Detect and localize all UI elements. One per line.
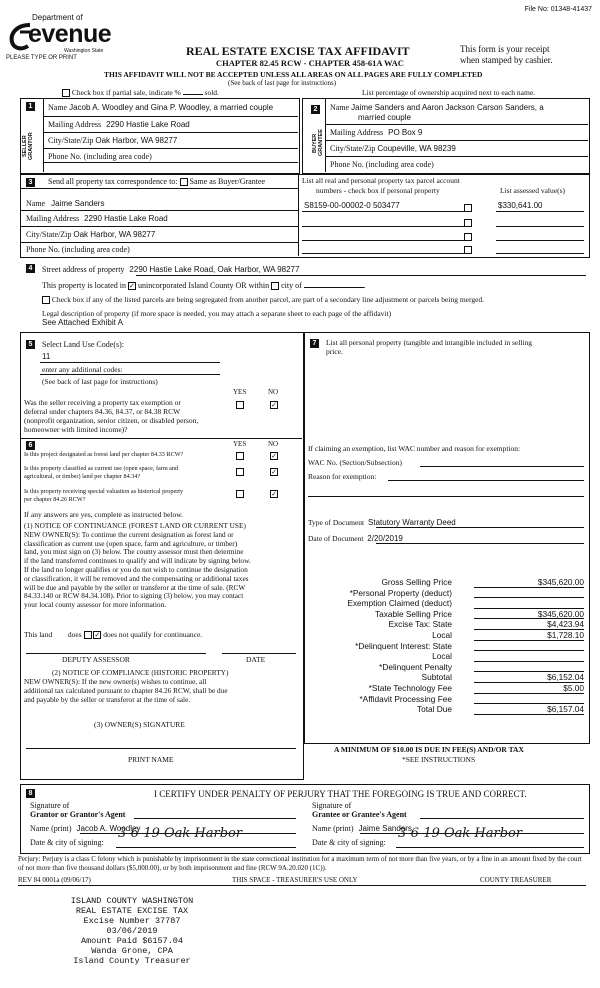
deputy-assessor-label: DEPUTY ASSESSOR [62, 655, 130, 664]
fee-value-field[interactable] [474, 641, 584, 652]
buyer-mail-label: Mailing Address [330, 128, 384, 137]
fee-value-field[interactable] [474, 598, 584, 609]
corr-mail-field[interactable]: 2290 Hastie Lake Road [84, 214, 168, 223]
sec5-yes-header: YES [233, 388, 247, 396]
buyer-name-field-2[interactable]: married couple [358, 113, 411, 122]
fee-row [310, 588, 586, 599]
sec5-q1-no-checkbox[interactable]: ✓ [271, 401, 277, 410]
sec6-no-header: NO [268, 440, 279, 448]
buyer-name-field[interactable]: Jaime Sanders and Aaron Jackson Carson Sanders, a [351, 103, 544, 112]
segregated-checkbox[interactable] [42, 296, 50, 304]
please-type: PLEASE TYPE OR PRINT [6, 55, 77, 61]
continuance-row [24, 630, 202, 639]
see-back-land-use: (See back of last page for instructions) [42, 377, 158, 386]
fee-value-field[interactable] [474, 662, 584, 673]
assessed-1-field[interactable]: $330,641.00 [498, 201, 543, 210]
section-4-badge: 4 [26, 264, 35, 273]
partial-sale-checkbox[interactable] [62, 89, 70, 97]
wac-label: WAC No. (Section/Subsection) [308, 458, 402, 467]
buyer-name-label: Name [330, 103, 350, 112]
grantor-sig-label: Signature of Grantor or Grantor's Agent [30, 801, 126, 819]
seller-name-label: Name [48, 103, 68, 112]
section-5-badge: 5 [26, 340, 35, 349]
sec5-no-header: NO [268, 388, 279, 396]
fee-row [310, 662, 586, 673]
certify-statement: I CERTIFY UNDER PENALTY OF PERJURY THAT THE FOREGOING IS TRUE AND CORRECT. [154, 789, 527, 799]
parcel-header-2: numbers - check box if personal property [316, 186, 440, 195]
buyer-city-field[interactable]: Coupeville, WA 98239 [377, 144, 456, 153]
seller-phone-label: Phone No. (including area code) [48, 152, 152, 161]
seller-name-row [48, 103, 273, 112]
fee-value-field[interactable] [474, 651, 584, 662]
assessed-header: List assessed value(s) [500, 186, 565, 195]
city-of-checkbox[interactable] [271, 282, 279, 290]
legal-desc-label: Legal description of property (if more space is needed, you may attach a separate sheet to each page of the affidavit) [42, 309, 392, 318]
current-use-no-checkbox[interactable]: ✓ [271, 468, 277, 477]
fee-row [310, 672, 586, 683]
additional-codes-label: enter any additional codes: [42, 365, 123, 374]
doc-date-label: Date of Document [308, 534, 364, 543]
parcel-1-field[interactable]: S8159-00-00002-0 503477 [304, 201, 400, 210]
fee-value-field[interactable]: $6,152.04 [474, 672, 584, 683]
treasurer-space-label: THIS SPACE - TREASURER'S USE ONLY [232, 876, 358, 884]
fee-label: Exemption Claimed (deduct) [347, 598, 452, 609]
form-revision: REV 84 0001a (09/06/17) [18, 876, 91, 884]
if-yes-note: If any answers are yes, complete as instructed below. [24, 510, 184, 519]
fee-row [310, 641, 586, 652]
parcel-3-personal-checkbox[interactable] [464, 233, 472, 241]
seller-city-field[interactable]: Oak Harbor, WA 98277 [95, 136, 178, 145]
fee-row [310, 694, 586, 705]
city-of-label: city of [281, 281, 302, 290]
section-7-badge: 7 [310, 339, 319, 348]
exemption-question: Was the seller receiving a property tax exemption or deferral under chapters 84.36, 84.37, or 84.38 RCW (nonprofit organization, senior citizen, or disabled person, homeowner with limited income)? [24, 398, 199, 434]
fee-label: Taxable Selling Price [374, 608, 452, 619]
grantee-sig-label: Signature of Grantee or Grantee's Agent [312, 801, 407, 819]
notice-continuance: (1) NOTICE OF CONTINUANCE (FOREST LAND OR CURRENT USE) NEW OWNER(S): To continue the current designation as forest land or classification as current use (open space, farm and agriculture, or timber) land, you must sign on (3) below. The county assessor must then determine if the land transferred continues to qualify and will indicate by signing below. If the land no longer qualifies or you do not wish to continue the designation or classification, it will be removed and the compensating or additional taxes will be due and payable by the seller or transferor at the time of sale. (RCW 84.33.140 or RCW 84.34.108). Prior to signing (3) below, you may contact your local county assessor for more information. [24, 521, 251, 610]
current-use-question: Is this property classified as current use (open space, farm and agricultural, or timber) land per chapter 84.34? [24, 465, 179, 480]
fee-label: Subtotal [421, 672, 452, 683]
corr-name-field[interactable]: Jaime Sanders [51, 199, 105, 208]
fee-row [310, 651, 586, 662]
legal-desc-field[interactable]: See Attached Exhibit A [42, 318, 123, 327]
grantor-date-city[interactable]: 3-6-19 Oak Harbor [118, 826, 243, 841]
personal-property-label: List all personal property (tangible and intangible included in selling price. [326, 338, 532, 356]
grantee-date-label: Date & city of signing: [312, 838, 386, 847]
fee-label: *State Technology Fee [368, 682, 452, 693]
grantor-name-field[interactable]: Jacob A. Woodley [76, 824, 141, 833]
fee-value-field[interactable]: $6,157.04 [474, 704, 584, 715]
logo-wordmark: evenue [28, 20, 112, 48]
does-not-label: does not qualify for continuance. [103, 630, 203, 639]
fee-row [310, 683, 586, 694]
minimum-due-note: A MINIMUM OF $10.00 IS DUE IN FEE(S) AND/OR TAX [334, 745, 524, 754]
fee-label: Total Due [416, 704, 452, 715]
reason-label: Reason for exemption: [308, 472, 377, 481]
unincorporated-checkbox[interactable]: ✓ [129, 282, 135, 291]
sec6-yes-header: YES [233, 440, 247, 448]
corr-city-field[interactable]: Oak Harbor, WA 98277 [73, 230, 156, 239]
fee-label: *Delinquent Penalty [379, 661, 452, 672]
fee-value-field[interactable]: $345,620.00 [474, 577, 584, 588]
seller-city-label: City/State/Zip [48, 136, 94, 145]
does-checkbox[interactable] [84, 631, 92, 639]
receipt-note-2: when stamped by cashier. [460, 55, 553, 65]
page-title: REAL ESTATE EXCISE TAX AFFIDAVIT [186, 44, 410, 58]
land-use-label: Select Land Use Code(s): [42, 340, 124, 349]
seller-name-field[interactable]: Jacob A. Woodley and Gina P. Woodley, a married couple [69, 103, 274, 112]
fee-value-field[interactable]: $5.00 [474, 683, 584, 694]
does-not-checkbox[interactable]: ✓ [94, 631, 101, 640]
forest-question: Is this project designated as forest land per chapter 84.33 RCW? [24, 451, 184, 458]
street-field[interactable]: 2290 Hastie Lake Road, Oak Harbor, WA 98277 [129, 265, 300, 274]
exemption-claim-label: If claiming an exemption, list WAC number and reason for exemption: [308, 444, 521, 453]
buyer-phone-label: Phone No. (including area code) [330, 160, 434, 169]
fee-label: Excise Tax: State [388, 619, 452, 630]
fee-label: Gross Selling Price [381, 577, 452, 587]
located-in-label: This property is located in [42, 281, 126, 290]
fee-row [310, 704, 586, 715]
corr-city-label: City/State/Zip [26, 230, 72, 239]
doc-type-label: Type of Document [308, 518, 365, 527]
section-6-badge: 6 [26, 441, 35, 450]
does-label: does [67, 630, 82, 639]
fee-label: Local [432, 651, 452, 662]
list-pct-note: List percentage of ownership acquired next to each name. [362, 88, 536, 97]
fee-value-field[interactable] [474, 694, 584, 705]
section-2-badge: 2 [311, 105, 320, 114]
file-number: File No: 01348-41437 [524, 6, 592, 13]
historic-yes-checkbox[interactable] [236, 490, 244, 498]
fee-label: *Affidavit Processing Fee [359, 693, 452, 704]
same-as-buyer-checkbox[interactable] [180, 178, 188, 186]
receipt-note-1: This form is your receipt [460, 44, 550, 54]
deputy-date-label: DATE [246, 655, 266, 664]
fee-row [310, 619, 586, 630]
fee-row [310, 577, 586, 588]
corr-name-label: Name [26, 199, 46, 208]
same-as-buyer-label: Same as Buyer/Grantee [189, 177, 266, 186]
land-use-field[interactable]: 11 [42, 352, 51, 361]
doc-type-field[interactable]: Statutory Warranty Deed [368, 518, 456, 527]
street-label: Street address of property [42, 265, 125, 274]
buyer-grantee-label: BUYER GRANTEE [312, 129, 324, 157]
fee-row [310, 598, 586, 609]
fee-row [310, 609, 586, 620]
parcel-4-personal-checkbox[interactable] [464, 246, 472, 254]
fee-value-field[interactable]: $1,728.10 [474, 630, 584, 641]
forest-no-checkbox[interactable]: ✓ [271, 452, 277, 461]
perjury-note: Perjury: Perjury is a class C felony which is punishable by imprisonment in the state correctional institution for a maximum term of not more than five years, or by a fine in an amount fixed by the court of not more than five thousand dollars ($5,000.00), or by both imprisonment and fine (RCW 9A.20.020 (1C)). [18, 855, 582, 872]
see-instructions: *SEE INSTRUCTIONS [402, 755, 476, 764]
print-name-label: PRINT NAME [128, 755, 174, 764]
historic-question: Is this property receiving special valuation as historical property per chapter 84.26 RCW? [24, 488, 184, 503]
notice-compliance: (2) NOTICE OF COMPLIANCE (HISTORIC PROPERTY) NEW OWNER(S): If the new owner(s) wishes to continue, all additional tax calculated pursuant to chapter 84.26 RCW, shall be due and payable by the seller or transferor at the time of sale. [24, 668, 229, 704]
corr-phone-label: Phone No. (including area code) [26, 245, 130, 254]
grantee-name-field[interactable]: Jaime Sanders [358, 824, 412, 833]
see-back-note: (See back of last page for instructions) [228, 79, 337, 87]
grantee-date-city[interactable]: 3-6-19 Oak Harbor [398, 826, 523, 841]
segregated-label: Check box if any of the listed parcels are being segregated from another parcel, are part of a secondary line adjustment or parcels being merged. [51, 295, 485, 304]
grantor-date-label: Date & city of signing: [30, 838, 104, 847]
logo-dept: Department of [32, 13, 83, 22]
partial-sale [62, 88, 219, 97]
fee-value-field[interactable]: $4,423.94 [474, 619, 584, 630]
corr-mail-label: Mailing Address [26, 214, 80, 223]
forest-yes-checkbox[interactable] [236, 452, 244, 460]
sec5-q1-yes-checkbox[interactable] [236, 401, 244, 409]
seller-mail-field[interactable]: 2290 Hastie Lake Road [106, 120, 190, 129]
send-correspondence-label: Send all property tax correspondence to: [48, 177, 178, 186]
chapter-line: CHAPTER 82.45 RCW - CHAPTER 458-61A WAC [216, 58, 404, 68]
parcel-1-personal-checkbox[interactable] [464, 204, 472, 212]
seller-grantor-label: SELLER GRANTOR [22, 132, 34, 160]
section-1-badge: 1 [26, 102, 35, 111]
county-treasurer-label: COUNTY TREASURER [480, 876, 552, 884]
buyer-mail-field[interactable]: PO Box 9 [388, 128, 423, 137]
treasurer-stamp: ISLAND COUNTY WASHINGTON REAL ESTATE EXCISE TAX Excise Number 37787 03/06/2019 Amount Paid $6157.04 Wanda Grone, CPA Island County Treasurer [70, 896, 194, 966]
fee-label: *Delinquent Interest: State [355, 640, 452, 651]
section-3-badge: 3 [26, 178, 35, 187]
fee-table [310, 577, 586, 715]
logo-state: Washington State [64, 48, 104, 54]
sold-label: sold. [204, 88, 219, 97]
grantor-name-label: Name (print) [30, 824, 72, 833]
doc-date-field[interactable]: 2/20/2019 [367, 534, 403, 543]
seller-mail-label: Mailing Address [48, 120, 102, 129]
fee-row [310, 630, 586, 641]
grantee-name-label: Name (print) [312, 824, 354, 833]
section-8-badge: 8 [26, 789, 35, 798]
parcel-header-1: List all real and personal property tax parcel account [302, 176, 460, 185]
unincorporated-label: unincorporated Island County OR within [137, 281, 270, 290]
fee-value-field[interactable]: $345,620.00 [474, 609, 584, 620]
warning-text: THIS AFFIDAVIT WILL NOT BE ACCEPTED UNLESS ALL AREAS ON ALL PAGES ARE FULLY COMPLETED [104, 70, 483, 79]
partial-sale-label: Check box if partial sale, indicate % [71, 88, 181, 97]
current-use-yes-checkbox[interactable] [236, 468, 244, 476]
buyer-city-label: City/State/Zip [330, 144, 376, 153]
this-land-label: This land [24, 630, 53, 639]
fee-value-field[interactable] [474, 588, 584, 599]
fee-label: Local [432, 629, 452, 640]
historic-no-checkbox[interactable]: ✓ [271, 490, 277, 499]
owner-signature-label: (3) OWNER(S) SIGNATURE [94, 720, 185, 729]
fee-label: *Personal Property (deduct) [349, 587, 452, 598]
parcel-2-personal-checkbox[interactable] [464, 219, 472, 227]
